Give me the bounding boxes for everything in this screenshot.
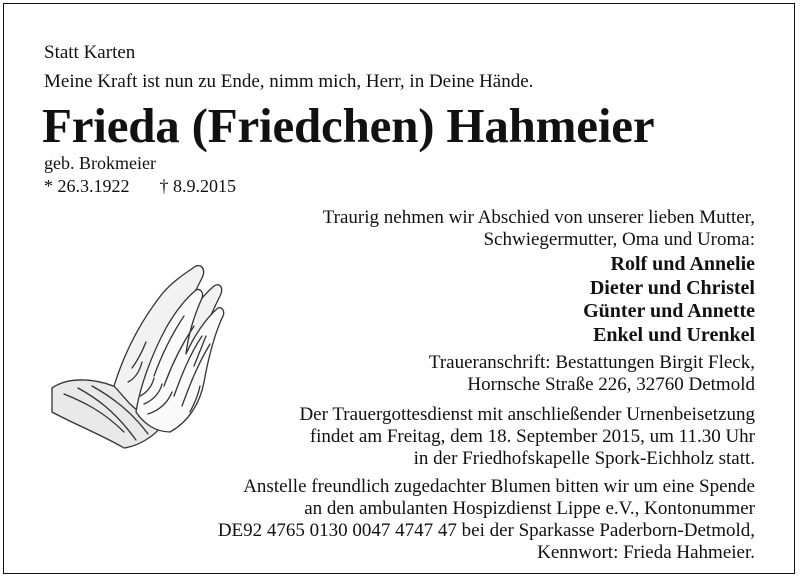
service-line: findet am Freitag, dem 18. September 2015, um 11.30 Uhr: [309, 426, 755, 447]
intro-line: Schwiegermutter, Oma und Uroma:: [483, 229, 755, 250]
family-member: Dieter und Christel: [589, 276, 755, 299]
donation-line: DE92 4765 0130 0047 4747 47 bei der Sparkasse Paderborn-Detmold,: [217, 520, 755, 541]
family-names: [583, 253, 755, 347]
donation-line: Anstelle freundlich zugedachter Blumen bitten wir um eine Spende: [243, 476, 755, 497]
birth-name: geb. Brokmeier: [44, 153, 156, 173]
funeral-service-info: [299, 404, 755, 470]
birth-date: * 26.3.1922: [44, 176, 130, 196]
statt-karten-label: Statt Karten: [44, 42, 136, 63]
family-member: Rolf und Annelie: [610, 253, 755, 275]
service-line: Der Trauergottesdienst mit anschließender Urnenbeisetzung: [299, 404, 755, 425]
address-line: Hornsche Straße 226, 32760 Detmold: [467, 374, 755, 395]
donation-line: an den ambulanten Hospizdienst Lippe e.V., Kontonummer: [304, 498, 755, 519]
life-dates: [44, 176, 236, 197]
donation-request: [218, 476, 755, 564]
death-date: † 8.9.2015: [159, 176, 236, 196]
intro-line: Traurig nehmen wir Abschied von unserer lieben Mutter,: [322, 207, 755, 228]
address-line: Traueranschrift: Bestattungen Birgit Fleck,: [428, 352, 755, 373]
mourning-address: [429, 352, 755, 396]
family-member: Enkel und Urenkel: [593, 323, 755, 346]
donation-line: Kennwort: Frieda Hahmeier.: [537, 542, 755, 563]
praying-hands-icon: [44, 236, 229, 451]
quote-line: Meine Kraft ist nun zu Ende, nimm mich, Herr, in Deine Hände.: [44, 71, 534, 92]
deceased-name: Frieda (Friedchen) Hahmeier: [42, 98, 655, 153]
service-line: in der Friedhofskapelle Spork-Eichholz statt.: [413, 448, 755, 469]
intro-text: [323, 207, 755, 251]
family-member: Günter und Annette: [583, 300, 755, 322]
